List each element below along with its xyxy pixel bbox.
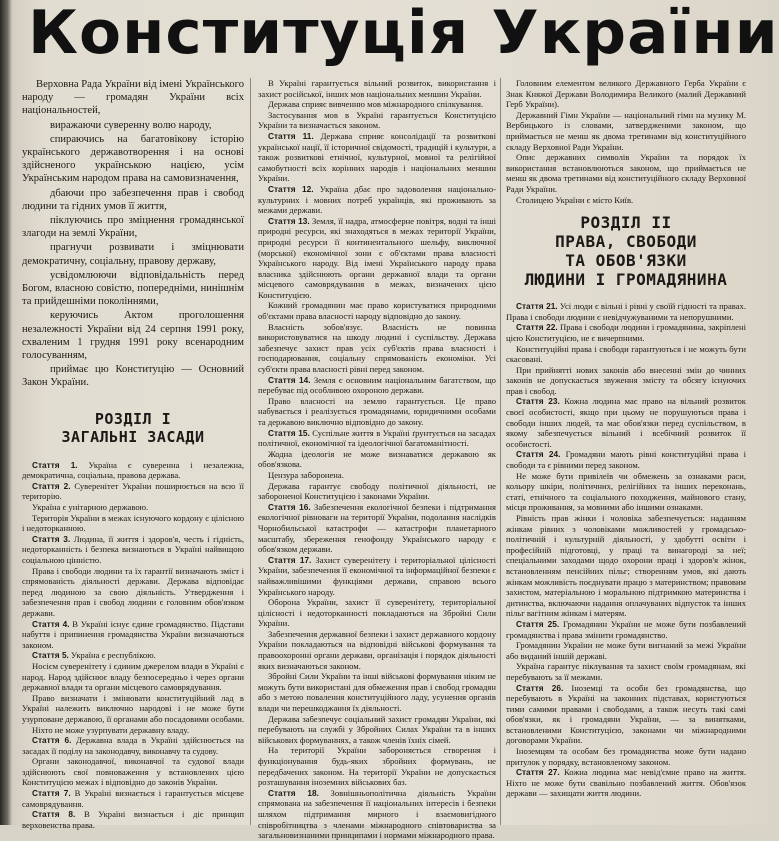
article-paragraph [258,745,496,787]
article-paragraph [22,534,244,566]
article-text: Суспільне життя в Україні ґрунтується на засадах політичної, економічної та ідеологічної багатоманітності. [258,427,496,449]
article-paragraph [506,195,746,206]
article-text: Громадянин України не може бути позбавлений громадянства і права змінити громадянство. [506,618,746,640]
article-text: Права і свободи людини і громадянина, закріплені цією Конституцією, не є вичерпними. [506,322,746,343]
article-paragraph [506,661,746,682]
article-paragraph [506,746,746,767]
article-paragraph [506,471,746,513]
article-paragraph [22,566,244,619]
article-text: Усі люди є вільні і рівні у своїй гідності та правах. Права і свободи людини є невідчужуваними та непорушними. [506,301,746,322]
article-paragraph [506,344,746,365]
article-text: Забезпечення державної безпеки і захист державного кордону України покладаються на відповідні військові формування та правоохоронні органи держави, організація і порядок діяльності яких визначаються законом. [258,628,496,671]
article-number: Стаття 21. [516,301,558,312]
preamble-paragraph: піклуючись про зміцнення громадянської злагоди на землі України, [22,215,244,240]
article-paragraph [506,322,746,343]
article-text: Зовнішньополітична діяльність України спрямована на забезпечення її національних інтересів і безпеки шляхом підтримання мирного і взаємовигідного співробітництва з членами міжнародного співтовариства за загальновизнаними принципами і нормами міжнародного права. [258,787,496,841]
section-title-line: ТА ОБОВ'ЯЗКИ [565,251,687,271]
article-text: Територія України в межах існуючого кордону є цілісною і недоторканною. [22,512,244,534]
section-title: ЗАГАЛЬНІ ЗАСАДИ [61,427,205,446]
preamble-paragraph: приймає цю Конституцію — Основний Закон України. [22,364,244,389]
article-number: Стаття 4. [32,618,70,629]
article-paragraph [22,735,244,756]
article-number: Стаття 16. [268,501,311,512]
article-text: Конституційні права і свободи гарантуються і не можуть бути скасовані. [506,343,746,365]
article-text: Держава сприяє вивченню мов міжнародного спілкування. [268,99,484,110]
section-number: РОЗДІЛ II [580,213,672,233]
article-list [258,78,496,841]
article-number: Стаття 14. [268,374,311,385]
article-paragraph [506,301,746,322]
column-divider [250,78,251,825]
article-paragraph [258,502,496,555]
article-paragraph [258,300,496,321]
article-text: Держава гарантує свободу політичної діяльності, не забороненої Конституцією і законами України. [258,480,496,502]
article-paragraph [258,216,496,301]
article-number: Стаття 3. [32,533,71,544]
article-number: Стаття 24. [516,449,561,460]
article-text: Україна гарантує піклування та захист своїм громадянам, які перебувають за її межами. [506,661,746,682]
article-text: Кожна людина має право на вільний розвиток своєї особистості, якщо при цьому не порушуються права і свободи інших людей, та має обов'язки перед суспільством, в якому забезпечується вільний і всебічний розвиток її особистості. [506,396,746,449]
preamble-paragraph: спираючись на багатовікову історію українського державотворення і на основі здійсненого українською нацією, усім Українським народом права на самовизначення, [22,133,244,185]
article-paragraph [506,78,746,110]
article-paragraph [258,99,496,110]
article-text: Суверенітет України поширюється на всю її територію. [22,480,244,502]
article-paragraph [22,513,244,534]
article-list [506,78,746,205]
article-paragraph [22,756,244,788]
article-paragraph [506,365,746,397]
preamble-paragraph: виражаючи суверенну волю народу, [50,119,212,131]
article-paragraph [506,396,746,449]
article-paragraph [22,502,244,513]
column-1 [22,78,245,830]
article-list [506,301,746,799]
masthead-title: Конституція України [28,0,779,68]
article-text: Опис державних символів України та порядок їх використання встановлюються законом, що приймається не менш як двома третинами від конституційного складу Верховної Ради України. [506,152,746,194]
article-text: Земля є основним національним багатством, що перебуває під особливою охороною держави. [258,374,496,396]
article-number: Стаття 5. [32,650,69,661]
article-paragraph [258,481,496,502]
article-text: Цензура заборонена. [268,469,344,480]
column-3 [506,78,746,825]
article-text: Ніхто не може узурпувати державну владу. [32,724,190,735]
article-number: Стаття 6. [32,735,72,746]
article-paragraph [22,809,244,830]
article-text: Забезпечення екологічної безпеки і підтримання екологічної рівноваги на території України, подолання наслідків Чорнобильської катастрофи — катастрофи планетарного масштабу, збереження генофонду Українського народу є обов'язком держави. [258,501,496,555]
column-divider [500,78,501,825]
article-number: Стаття 22. [516,322,558,333]
article-text: Громадяни мають рівні конституційні права і свободи та є рівними перед законом. [506,449,746,471]
article-text: Держава сприяє консолідації та розвиткові української нації, її історичної свідомості, традицій і культури, а також розвиткові етнічної, культурної, мовної та релігійної самобутності всіх корінних народів і національних меншин України. [258,130,496,184]
article-text: Україна є республікою. [71,650,156,661]
article-paragraph [258,714,496,746]
article-text: Земля, її надра, атмосферне повітря, водні та інші природні ресурси, які знаходяться в межах території України, природні ресурси її континентального шельфу, виключної (морської) економічної зони є об'єктами права власності Українського народу. Від імені Українського народу права власника здійснюють органи державної влади та органи місцевого самоврядування в межах, визначених цією Конституцією. [258,215,496,300]
article-text: Право власності на землю гарантується. Це право набувається і реалізується громадянами, юридичними особами та державою виключно відповідно до закону. [258,395,496,427]
article-paragraph [258,184,496,216]
article-paragraph [506,449,746,470]
article-paragraph [506,767,746,799]
article-number: Стаття 13. [268,215,310,226]
article-paragraph [258,131,496,184]
article-text: Україна дбає про задоволення національно-культурних і мовних потреб українців, які проживають за межами держави. [258,183,497,216]
article-number: Стаття 18. [268,787,319,798]
article-text: Державний Гімн України — національний гімн на музику М. Вербицького із словами, затвердженими законом, що приймається не менш як двома третинами від конституційного складу Верховної Ради України. [506,109,746,152]
article-text: Іноземці та особи без громадянства, що перебувають в Україні на законних підставах, користуються тими самими правами і свободами, а також несуть такі самі обов'язки, як і громадяни України, — за винятками, встановленими Конституцією, законами чи міжнародними договорами України. [506,682,746,746]
preamble-paragraph: прагнучи розвивати і зміцнювати демократичну, соціальну, правову державу, [22,242,244,267]
article-text: В Україні визнається і гарантується місцеве самоврядування. [22,788,244,809]
article-text: В Україні гарантується вільний розвиток, використання і захист російської, інших мов національних меншин України. [258,78,496,99]
article-number: Стаття 27. [516,767,560,778]
article-paragraph [22,481,244,502]
article-paragraph [258,629,496,671]
article-paragraph [258,449,496,470]
article-number: Стаття 25. [516,618,560,629]
article-paragraph [22,619,244,651]
article-text: Кожна людина має невід'ємне право на життя. Ніхто не може бути свавільно позбавлений життя. Обов'язок держави — захищати життя людини. [506,767,746,799]
article-text: Не може бути привілеїв чи обмежень за ознаками раси, кольору шкіри, політичних, релігійних та інших переконань, статі, етнічного та соціального походження, майнового стану, місця проживання, за мовними або іншими ознаками. [506,470,746,513]
page-edge-shadow [0,0,12,825]
article-text: Права і свободи людини та їх гарантії визначають зміст і спрямованість діяльності держави. Держава відповідає перед людиною за свою діяльність. Утвердження і забезпечення прав і свобод людини є головним обов'язком держави. [22,565,244,618]
column-2 [258,78,497,841]
article-text: Столицею України є місто Київ. [516,194,634,205]
preamble-paragraph: усвідомлюючи відповідальність перед Богом, власною совістю, попередніми, нинішнім та прийдешніми поколіннями, [22,269,244,308]
article-paragraph [506,683,746,747]
article-paragraph [258,322,496,375]
article-paragraph [258,110,496,131]
article-paragraph [258,470,496,481]
article-text: Жодна ідеологія не може визнаватися державою як обов'язкова. [258,448,496,470]
preamble-paragraph: Верховна Рада України від імені Українського народу — громадян України всіх національностей, [22,79,244,117]
article-number: Стаття 26. [516,682,564,693]
article-text: При прийнятті нових законів або внесенні змін до чинних законів не допускається звуження змісту та обсягу існуючих прав і свобод. [506,364,746,396]
article-paragraph [506,640,746,661]
article-paragraph [22,460,244,481]
article-paragraph [258,555,496,597]
article-text: Україна є унітарною державою. [32,502,149,513]
article-number: Стаття 15. [268,427,310,438]
article-paragraph [22,788,244,809]
article-paragraph [22,693,244,725]
article-paragraph [258,671,496,713]
article-number: Стаття 8. [32,809,76,820]
article-text: Захист суверенітету і територіальної цілісності України, забезпечення її економічної та інформаційної безпеки є найважливішими функціями держави, справою всього Українського народу. [258,554,496,597]
preamble [22,78,244,390]
article-paragraph [258,375,496,396]
section-title-line: ЛЮДИНИ І ГРОМАДЯНИНА [524,270,728,290]
article-paragraph [506,619,746,640]
section-1-heading [22,410,244,446]
article-paragraph [506,513,746,619]
article-text: Головним елементом великого Державного Герба України є Знак Княжої Держави Володимира Великого (малий Державний Герб України). [506,78,746,110]
article-text: Рівність прав жінки і чоловіка забезпечується: наданням жінкам рівних з чоловіками можливостей у громадсько-політичній і культурній діяльності, у здобутті освіти і професійній підготовці, у праці та винагороді за неї; спеціальними заходами щодо охорони праці і здоров'я жінок, встановленням пенсійних пільг; створенням умов, які дають жінкам можливість поєднувати працю з материнством; правовим захистом, матеріальною і моральною підтримкою материнства і дитинства, включаючи надання оплачуваних відпусток та інших пільг вагітним жінкам і матерям. [506,513,746,619]
article-text: Україна є суверенна і незалежна, демократична, соціальна, правова держава. [22,459,244,481]
preamble-paragraph: керуючись Актом проголошення незалежності України від 24 серпня 1991 року, схваленим 1 грудня 1991 року всенародним голосуванням, [22,310,244,362]
article-text: В Україні визнається і діє принцип верховенства права. [22,809,244,830]
article-text: Державна влада в Україні здійснюється на засадах її поділу на законодавчу, виконавчу та судову. [22,735,244,756]
article-number: Стаття 12. [268,183,314,194]
article-number: Стаття 7. [32,788,71,799]
preamble-paragraph: дбаючи про забезпечення прав і свобод людини та гідних умов її життя, [22,187,244,212]
article-text: Право визначати і змінювати конституційний лад в Україні належить виключно народові і не може бути узурповане державою, її органами або посадовими особами. [22,692,245,724]
article-paragraph [22,650,244,661]
article-number: Стаття 2. [32,480,71,491]
article-paragraph [506,110,746,152]
article-paragraph [258,788,496,841]
article-text: Носієм суверенітету і єдиним джерелом влади в Україні є народ. Народ здійснює владу безпосередньо і через органи державної влади та органи місцевого самоврядування. [22,660,244,693]
article-text: Оборона України, захист її суверенітету, територіальної цілісності і недоторканності покладаються на Збройні Сили України. [258,597,496,629]
article-text: Власність зобов'язує. Власність не повинна використовуватися на шкоду людині і суспільству. Держава забезпечує захист прав усіх суб'єктів права власності і господарювання, соціальну спрямованість економіки. Усі суб'єкти права власності рівні перед законом. [258,321,496,375]
article-number: Стаття 23. [516,396,560,407]
article-paragraph [258,428,496,449]
article-text: Збройні Сили України та інші військові формування ніким не можуть бути використані для обмеження прав і свобод громадян або з метою повалення конституційного ладу, усунення органів влади чи перешкоджання їх діяльності. [258,671,496,714]
article-text: Органи законодавчої, виконавчої та судової влади здійснюють свої повноваження у встановлених цією Конституцією межах і відповідно до законів України. [22,756,244,788]
article-text: В Україні існує єдине громадянство. Підстави набуття і припинення громадянства України визначаються законом. [22,618,244,650]
article-paragraph [22,725,244,736]
article-text: Людина, її життя і здоров'я, честь і гідність, недоторканність і безпека визнаються в Україні найвищою соціальною цінністю. [22,533,244,566]
section-number: РОЗДІЛ І [94,409,172,428]
article-text: Іноземцям та особам без громадянства може бути надано притулок у порядку, встановленому законом. [506,746,746,767]
article-number: Стаття 1. [32,459,78,470]
article-text: Громадянин України не може бути вигнаний за межі України або виданий іншій державі. [506,640,746,661]
article-paragraph [258,597,496,629]
article-number: Стаття 11. [268,130,314,141]
article-paragraph [258,396,496,428]
article-paragraph [506,152,746,194]
article-number: Стаття 17. [268,554,312,565]
article-paragraph [258,78,496,99]
section-title-line: ПРАВА, СВОБОДИ [555,232,697,252]
article-text: Кожний громадянин має право користуватися природними об'єктами права власності народу відповідно до закону. [258,300,496,322]
article-list [22,460,244,831]
article-text: Застосування мов в Україні гарантується Конституцією України та визначається законом. [258,109,496,131]
article-text: Держава забезпечує соціальний захист громадян України, які перебувають на службі у Збройних Силах України та в інших військових формуваннях, а також членів їхніх сімей. [258,713,496,745]
article-text: На території України забороняється створення і функціонування будь-яких збройних формувань, не передбачених законом. На території України не допускається розташування іноземних військових баз. [258,745,496,788]
section-2-heading [506,213,746,289]
article-paragraph [22,661,244,693]
